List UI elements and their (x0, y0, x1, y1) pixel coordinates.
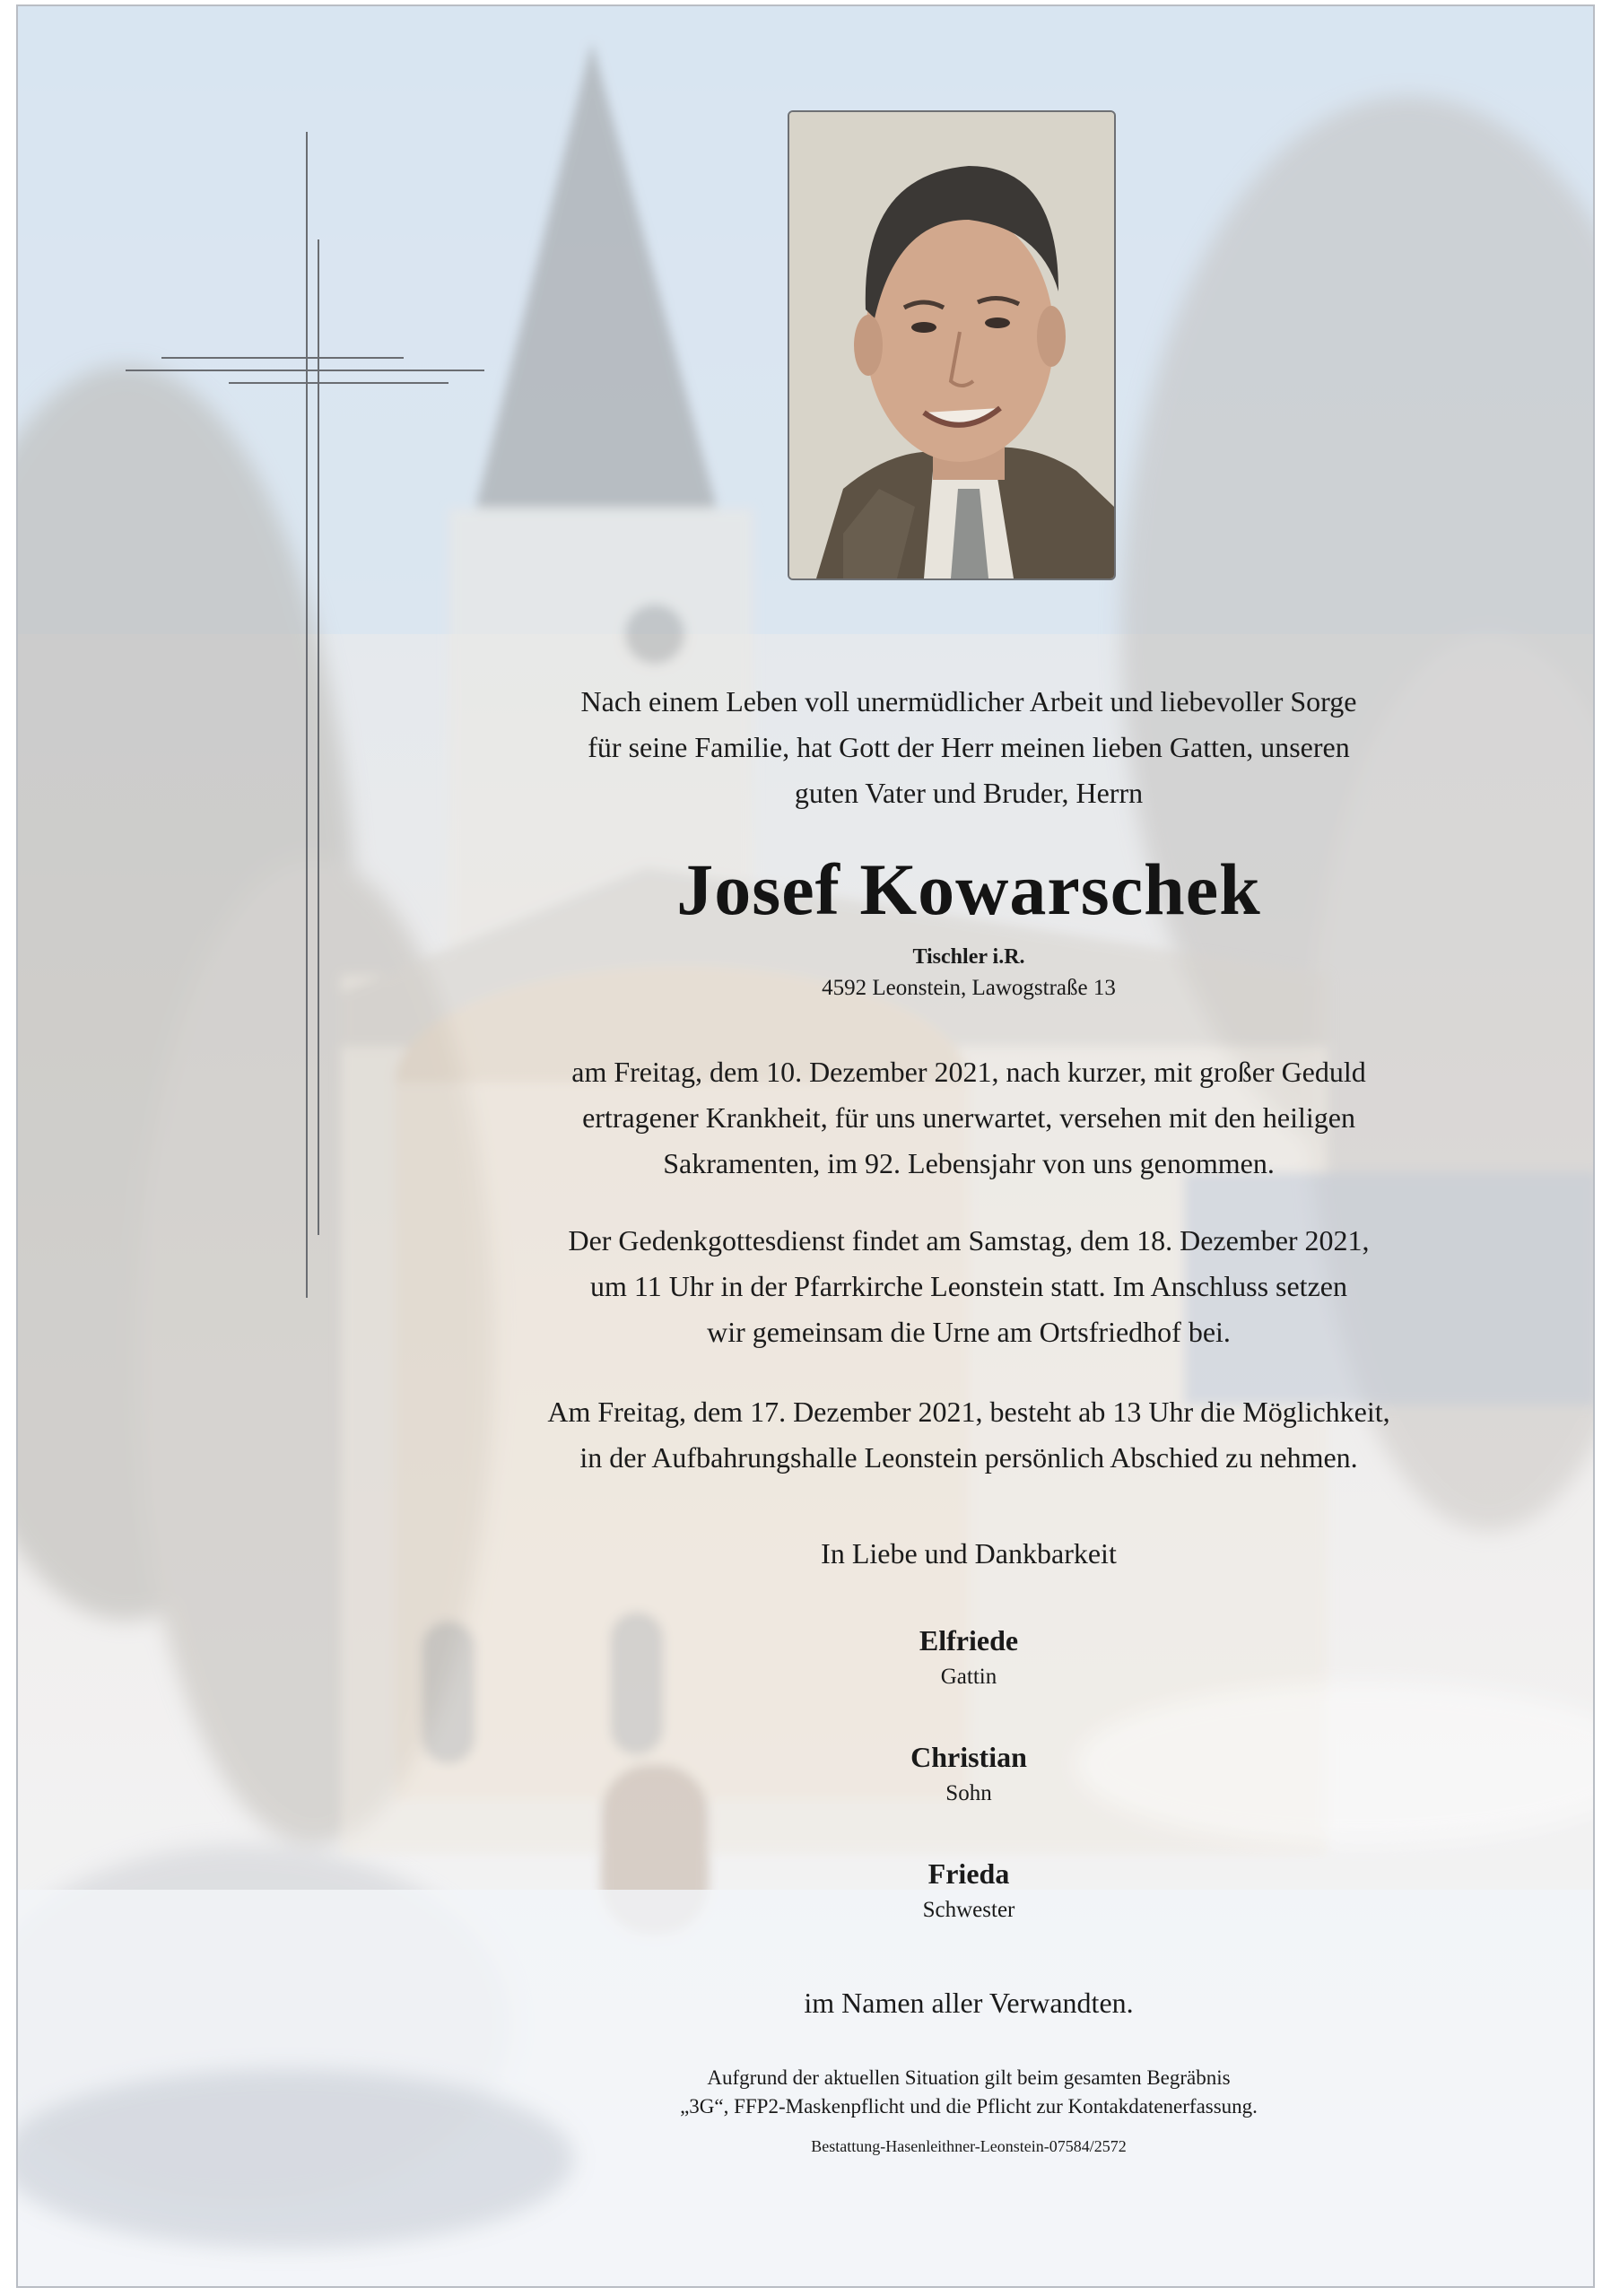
obituary-text (413, 679, 1525, 2157)
relatives-text: im Namen aller Verwandten. (804, 1987, 1134, 2019)
mourner-entry (413, 1736, 1525, 1810)
mourner-name: Elfriede (919, 1624, 1019, 1657)
deceased-address: 4592 Leonstein, Lawogstraße 13 (822, 976, 1116, 1000)
mourner-list (413, 1620, 1525, 1926)
mourner-name: Frieda (927, 1857, 1010, 1890)
service-line: wir gemeinsam die Urne am Ortsfriedhof bei. (707, 1316, 1231, 1348)
mourner-entry (413, 1853, 1525, 1926)
mourner-name: Christian (910, 1741, 1027, 1773)
death-line: Sakramenten, im 92. Lebensjahr von uns genommen. (663, 1147, 1275, 1179)
notice-line: „3G“, FFP2-Maskenpflicht und die Pflicht zur Kontakdatenerfassung. (680, 2095, 1258, 2118)
funeral-home-credit: Bestattung-Hasenleithner-Leonstein-07584/2572 (811, 2137, 1127, 2155)
service-line: um 11 Uhr in der Pfarrkirche Leonstein statt. Im Anschluss setzen (590, 1270, 1347, 1302)
notice-line: Aufgrund der aktuellen Situation gilt beim gesamten Begräbnis (707, 2066, 1231, 2089)
mourner-role: Sohn (945, 1781, 992, 1805)
portrait-photo (788, 110, 1116, 580)
card-frame (16, 4, 1595, 2288)
death-line: am Freitag, dem 10. Dezember 2021, nach kurzer, mit großer Geduld (571, 1056, 1366, 1088)
intro-line: für seine Familie, hat Gott der Herr meinen lieben Gatten, unseren (588, 731, 1350, 763)
viewing-line: Am Freitag, dem 17. Dezember 2021, besteht ab 13 Uhr die Möglichkeit, (547, 1396, 1390, 1428)
mourner-role: Gattin (940, 1665, 997, 1689)
closing-text: In Liebe und Dankbarkeit (821, 1537, 1117, 1570)
service-line: Der Gedenkgottesdienst findet am Samstag, dem 18. Dezember 2021, (568, 1224, 1370, 1257)
portrait-illustration (789, 112, 1114, 578)
viewing-line: in der Aufbahrungshalle Leonstein persönlich Abschied zu nehmen. (579, 1441, 1358, 1474)
intro-line: Nach einem Leben voll unermüdlicher Arbeit und liebevoller Sorge (580, 685, 1357, 718)
deceased-occupation: Tischler i.R. (912, 945, 1025, 969)
intro-paragraph (413, 679, 1525, 816)
death-line: ertragener Krankheit, für uns unerwartet, versehen mit den heiligen (582, 1101, 1355, 1134)
death-paragraph (413, 1049, 1525, 1187)
intro-line: guten Vater und Bruder, Herrn (794, 777, 1144, 809)
mourner-role: Schwester (922, 1898, 1015, 1922)
deceased-name: Josef Kowarschek (676, 848, 1261, 930)
notice-block (413, 2064, 1525, 2121)
viewing-paragraph (413, 1389, 1525, 1481)
service-paragraph (413, 1218, 1525, 1355)
mourner-entry (413, 1620, 1525, 1693)
